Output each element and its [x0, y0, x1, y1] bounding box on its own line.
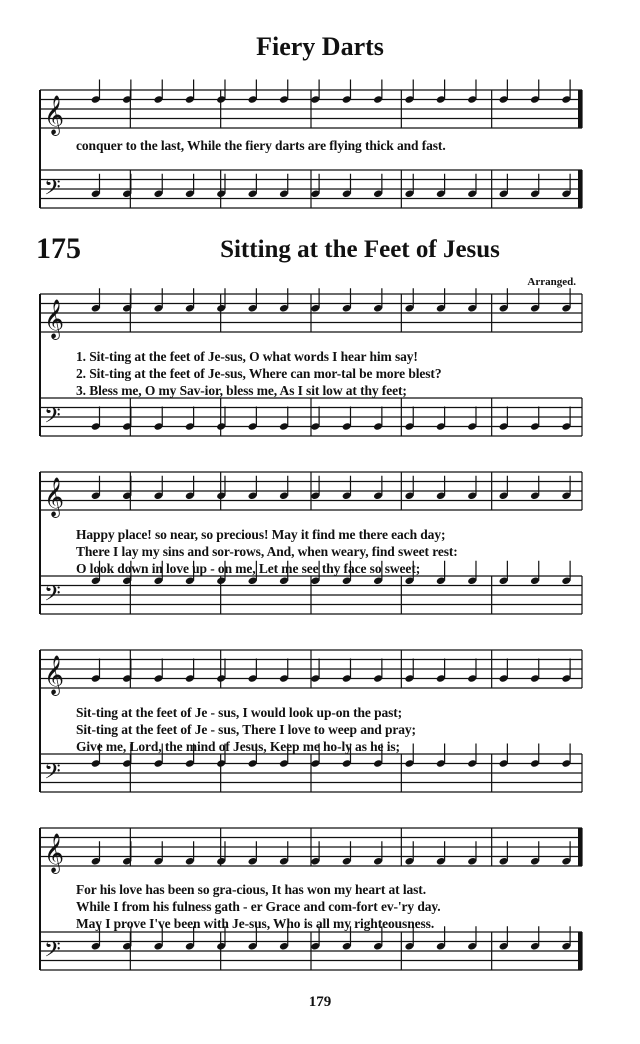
bass-clef-icon: 𝄢 — [44, 175, 61, 206]
lyric-line: Give me, Lord, the mind of Jesus, Keep me ho-ly as he is; — [76, 739, 400, 754]
page-number: 179 — [308, 994, 332, 1010]
lyric-line: O look down in love up - on me, Let me see thy face so sweet; — [76, 561, 421, 576]
lyric-line: 2. Sit-ting at the feet of Je-sus, Where can mor-tal be more blest? — [76, 366, 442, 381]
treble-clef-icon: 𝄞 — [44, 95, 65, 135]
arrangement-credit: Arranged. — [527, 276, 576, 288]
hymn-number: 175 — [36, 232, 81, 265]
bass-clef-icon: 𝄢 — [44, 759, 61, 790]
lyric-line-fiery-darts: conquer to the last, While the fiery darts are flying thick and fast. — [76, 138, 446, 153]
treble-clef-icon: 𝄞 — [44, 299, 65, 339]
lyric-line: 1. Sit-ting at the feet of Je-sus, O what words I hear him say! — [76, 349, 418, 364]
lyric-line: Sit-ting at the feet of Je - sus, I would look up-on the past; — [76, 705, 403, 720]
lyric-line: While I from his fulness gath - er Grace and com-fort ev-'ry day. — [76, 899, 441, 914]
final-barline — [578, 90, 582, 128]
lyric-line: 3. Bless me, O my Sav-ior, bless me, As I sit low at thy feet; — [76, 383, 407, 398]
final-barline — [578, 170, 582, 208]
treble-clef-icon: 𝄞 — [44, 833, 65, 873]
lyric-line: May I prove I've been with Je-sus, Who is all my righteousness. — [76, 916, 435, 931]
treble-clef-icon: 𝄞 — [44, 477, 65, 517]
lyric-line: There I lay my sins and sor-rows, And, when weary, find sweet rest: — [76, 544, 458, 559]
lyric-line: For his love has been so gra-cious, It has won my heart at last. — [76, 882, 426, 897]
bass-clef-icon: 𝄢 — [44, 403, 61, 434]
lyric-line: Sit-ting at the feet of Je - sus, There I love to weep and pray; — [76, 722, 416, 737]
final-barline — [578, 828, 582, 866]
lyric-line: Happy place! so near, so precious! May it find me there each day; — [76, 527, 446, 542]
bass-clef-icon: 𝄢 — [44, 937, 61, 968]
hymn-title: Sitting at the Feet of Jesus — [220, 236, 500, 263]
treble-clef-icon: 𝄞 — [44, 655, 65, 695]
bass-clef-icon: 𝄢 — [44, 581, 61, 612]
final-barline — [578, 932, 582, 970]
section-title-fiery-darts: Fiery Darts — [256, 32, 384, 61]
